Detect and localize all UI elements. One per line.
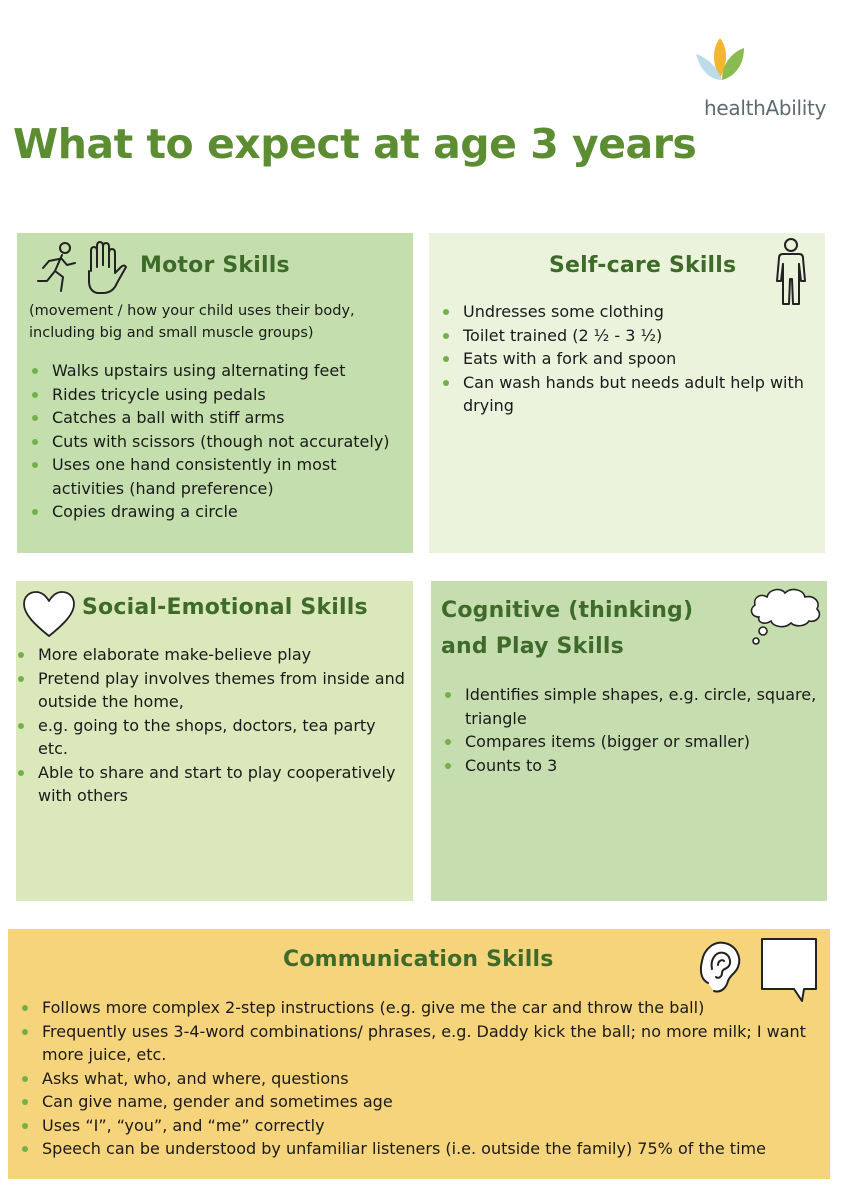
brand-name: healthAbility — [704, 96, 827, 120]
list-item: e.g. going to the shops, doctors, tea party etc. — [16, 714, 406, 761]
healthability-logo — [690, 34, 840, 124]
list-item: Counts to 3 — [443, 754, 819, 778]
ear-icon — [696, 939, 744, 995]
cognitive-skills-heading-line1: Cognitive (thinking) — [441, 598, 694, 623]
cognitive-play-skills-list — [443, 683, 819, 777]
running-person-icon — [35, 241, 79, 297]
communication-skills-card — [8, 929, 830, 1179]
communication-skills-heading: Communication Skills — [283, 947, 554, 972]
self-care-skills-card — [429, 233, 825, 553]
page-title: What to expect at age 3 years — [13, 120, 697, 168]
list-item: Uses “I”, “you”, and “me” correctly — [20, 1114, 825, 1138]
cognitive-play-skills-card — [431, 581, 827, 901]
list-item: Identifies simple shapes, e.g. circle, square, triangle — [443, 683, 819, 730]
speech-bubble-icon — [760, 937, 818, 1003]
list-item: Uses one hand consistently in most activities (hand preference) — [30, 453, 410, 500]
list-item: Asks what, who, and where, questions — [20, 1067, 825, 1091]
list-item: Speech can be understood by unfamiliar listeners (i.e. outside the family) 75% of the time — [20, 1137, 825, 1161]
list-item: Follows more complex 2-step instructions (e.g. give me the car and throw the ball) — [20, 996, 825, 1020]
list-item: Copies drawing a circle — [30, 500, 410, 524]
motor-skills-card — [17, 233, 413, 553]
standing-person-icon — [773, 237, 809, 307]
hand-icon — [81, 241, 127, 295]
cognitive-skills-heading-line2: and Play Skills — [441, 634, 624, 659]
social-emotional-skills-list — [16, 643, 406, 808]
list-item: Can wash hands but needs adult help with drying — [441, 371, 811, 418]
social-emotional-skills-heading: Social-Emotional Skills — [82, 595, 368, 620]
list-item: More elaborate make-believe play — [16, 643, 406, 667]
list-item: Cuts with scissors (though not accurately) — [30, 430, 410, 454]
heart-icon — [22, 590, 76, 638]
motor-skills-description: (movement / how your child uses their body, including big and small muscle groups) — [29, 303, 355, 341]
leaf-logo-icon — [692, 34, 748, 90]
list-item: Toilet trained (2 ½ - 3 ½) — [441, 324, 811, 348]
list-item: Undresses some clothing — [441, 300, 811, 324]
thought-bubble-icon — [747, 585, 823, 647]
list-item: Frequently uses 3-4-word combinations/ phrases, e.g. Daddy kick the ball; no more milk; I want more juice, etc. — [20, 1020, 825, 1067]
motor-skills-heading: Motor Skills — [140, 253, 290, 278]
social-emotional-skills-card — [16, 581, 413, 901]
self-care-skills-heading: Self-care Skills — [549, 253, 737, 278]
list-item: Able to share and start to play cooperatively with others — [16, 761, 406, 808]
communication-skills-list — [20, 996, 825, 1161]
list-item: Walks upstairs using alternating feet — [30, 359, 410, 383]
list-item: Pretend play involves themes from inside and outside the home, — [16, 667, 406, 714]
list-item: Eats with a fork and spoon — [441, 347, 811, 371]
list-item: Catches a ball with stiff arms — [30, 406, 410, 430]
self-care-skills-list — [441, 300, 811, 418]
motor-skills-list — [30, 359, 410, 524]
list-item: Rides tricycle using pedals — [30, 383, 410, 407]
list-item: Can give name, gender and sometimes age — [20, 1090, 825, 1114]
list-item: Compares items (bigger or smaller) — [443, 730, 819, 754]
